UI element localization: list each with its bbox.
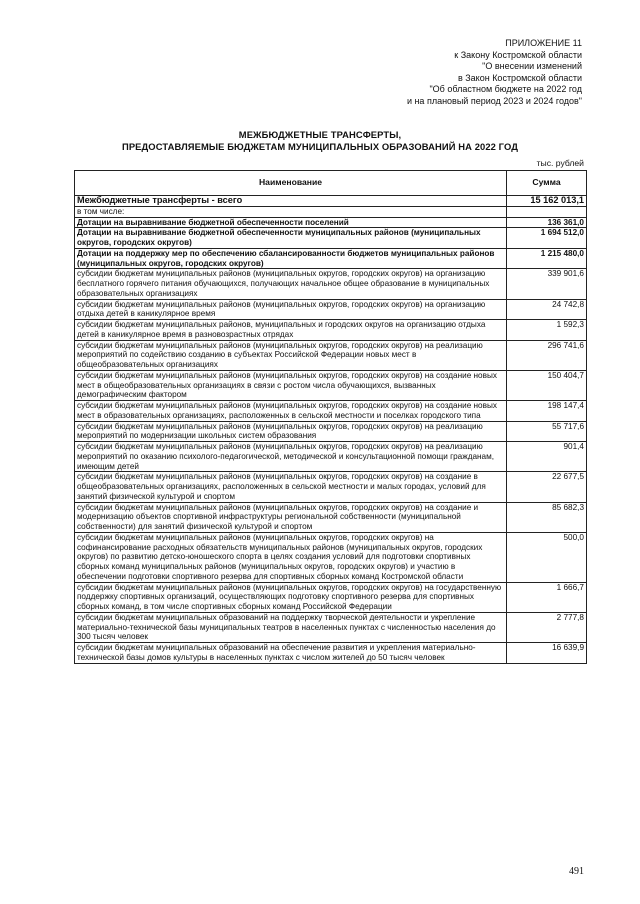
row-sum: 136 361,0 <box>507 217 587 228</box>
table-row <box>75 206 587 217</box>
row-sum: 85 682,3 <box>507 502 587 532</box>
row-sum: 1 666,7 <box>507 582 587 612</box>
row-sum: 16 639,9 <box>507 643 587 664</box>
row-sum: 15 162 013,1 <box>507 196 587 207</box>
table-header-row <box>75 171 587 196</box>
page-number: 491 <box>569 866 584 877</box>
row-name: субсидии бюджетам муниципальных районов, муниципальных и городских округов на организацию отдыха детей в каникулярное время в разновозрастных отрядах <box>75 320 507 341</box>
table-row <box>75 532 587 582</box>
table-row <box>75 269 587 299</box>
row-sum: 1 215 480,0 <box>507 248 587 269</box>
row-sum: 500,0 <box>507 532 587 582</box>
row-sum <box>507 206 587 217</box>
row-name: субсидии бюджетам муниципальных районов (муниципальных округов, городских округов) на реализацию мероприятий по модернизации школьных систем образования <box>75 421 507 442</box>
row-name: субсидии бюджетам муниципальных образований на обеспечение развития и укрепления материально-технической базы домов культуры в населенных пунктах с числом жителей до 50 тысяч человек <box>75 643 507 664</box>
row-name: Дотации на выравнивание бюджетной обеспеченности муниципальных районов (муниципальных округов, городских округов) <box>75 228 507 249</box>
table-row <box>75 299 587 320</box>
row-name: субсидии бюджетам муниципальных районов (муниципальных округов, городских округов) на государственную поддержку спортивных организаций, осуществляющих подготовку спортивного резерва для спортивных сборных команд, в том числе спортивных сборных команд Российской Федерации <box>75 582 507 612</box>
row-name: субсидии бюджетам муниципальных районов (муниципальных округов, городских округов) на создание новых мест в образовательных организациях, расположенных в сельской местности и поселках городского типа <box>75 401 507 422</box>
row-sum: 339 901,6 <box>507 269 587 299</box>
transfers-table <box>74 170 587 664</box>
appendix-line: "Об областном бюджете на 2022 год <box>429 84 582 95</box>
table-row <box>75 401 587 422</box>
row-name: Дотации на выравнивание бюджетной обеспеченности поселений <box>75 217 507 228</box>
row-name: субсидии бюджетам муниципальных районов (муниципальных округов, городских округов) на создание и модернизацию объектов спортивной инфраструктуры региональной собственности (муниципальной собственности) для занятий физической культурой и спортом <box>75 502 507 532</box>
table-row <box>75 442 587 472</box>
row-name: субсидии бюджетам муниципальных образований на поддержку творческой деятельности и укрепление материально-технической базы муниципальных театров в населенных пунктах с численностью населения до 300 тысяч человек <box>75 612 507 642</box>
row-sum: 901,4 <box>507 442 587 472</box>
row-name: в том числе: <box>75 206 507 217</box>
table-row <box>75 472 587 502</box>
row-name: субсидии бюджетам муниципальных районов (муниципальных округов, городских округов) на организацию бесплатного горячего питания обучающихся, получающих начальное общее образование в муниципальных образовательных организациях <box>75 269 507 299</box>
row-name: субсидии бюджетам муниципальных районов (муниципальных округов, городских округов) на создание новых мест в общеобразовательных организациях в связи с ростом числа обучающихся, вызванных демографическим фактором <box>75 370 507 400</box>
table-row <box>75 582 587 612</box>
row-name: субсидии бюджетам муниципальных районов (муниципальных округов, городских округов) на создание в общеобразовательных организациях, расположенных в сельской местности и малых городах, условий для занятий физической культурой и спортом <box>75 472 507 502</box>
table-row <box>75 643 587 664</box>
row-name: субсидии бюджетам муниципальных районов (муниципальных округов, городских округов) на организацию отдыха детей в каникулярное время <box>75 299 507 320</box>
row-name: субсидии бюджетам муниципальных районов (муниципальных округов, городских округов) на софинансирование расходных обязательств муниципальных районов (муниципальных округов, городских округов) по развитию детско-юношеского спорта в целях создания условий для подготовки спортивных сборных команд муниципальных районов (муниципальных округов, городских округов) и участию в обеспечении подготовки спортивного резерва для спортивных сборных команд Костромской области <box>75 532 507 582</box>
row-name: субсидии бюджетам муниципальных районов (муниципальных округов, городских округов) на реализацию мероприятий по оказанию психолого-педагогической, методической и консультационной помощи гражданам, имеющим детей <box>75 442 507 472</box>
row-sum: 198 147,4 <box>507 401 587 422</box>
row-sum: 2 777,8 <box>507 612 587 642</box>
table-row <box>75 421 587 442</box>
row-sum: 22 677,5 <box>507 472 587 502</box>
row-name: субсидии бюджетам муниципальных районов (муниципальных округов, городских округов) на реализацию мероприятий по содействию созданию в субъектах Российской Федерации новых мест в общеобразовательных организациях <box>75 340 507 370</box>
appendix-line: в Закон Костромской области <box>457 72 582 83</box>
row-name: Межбюджетные трансферты - всего <box>75 196 507 207</box>
title-line-1: МЕЖБЮДЖЕТНЫЕ ТРАНСФЕРТЫ, <box>238 129 402 140</box>
table-row <box>75 217 587 228</box>
table-row <box>75 370 587 400</box>
table-row <box>75 612 587 642</box>
row-sum: 296 741,6 <box>507 340 587 370</box>
appendix-line: ПРИЛОЖЕНИЕ 11 <box>505 38 582 48</box>
table-row <box>75 248 587 269</box>
row-sum: 150 404,7 <box>507 370 587 400</box>
table-row-total <box>75 196 587 207</box>
row-sum: 1 694 512,0 <box>507 228 587 249</box>
header-name: Наименование <box>75 171 507 196</box>
row-sum: 24 742,8 <box>507 299 587 320</box>
title-line-2: ПРЕДОСТАВЛЯЕМЫЕ БЮДЖЕТАМ МУНИЦИПАЛЬНЫХ ОБРАЗОВАНИЙ НА 2022 ГОД <box>121 141 519 152</box>
row-name: Дотации на поддержку мер по обеспечению сбалансированности бюджетов муниципальных районов (муниципальных округов, городских округов) <box>75 248 507 269</box>
document-title <box>60 129 580 153</box>
header-sum: Сумма <box>507 171 587 196</box>
table-row <box>75 228 587 249</box>
table-row <box>75 502 587 532</box>
row-sum: 55 717,6 <box>507 421 587 442</box>
units-label: тыс. рублей <box>536 158 584 168</box>
appendix-line: и на плановый период 2023 и 2024 годов" <box>406 95 582 106</box>
appendix-line: к Закону Костромской области <box>454 49 582 60</box>
appendix-header <box>407 38 582 108</box>
table-row <box>75 320 587 341</box>
table-row <box>75 340 587 370</box>
row-sum: 1 592,3 <box>507 320 587 341</box>
appendix-line: "О внесении изменений <box>482 61 582 72</box>
